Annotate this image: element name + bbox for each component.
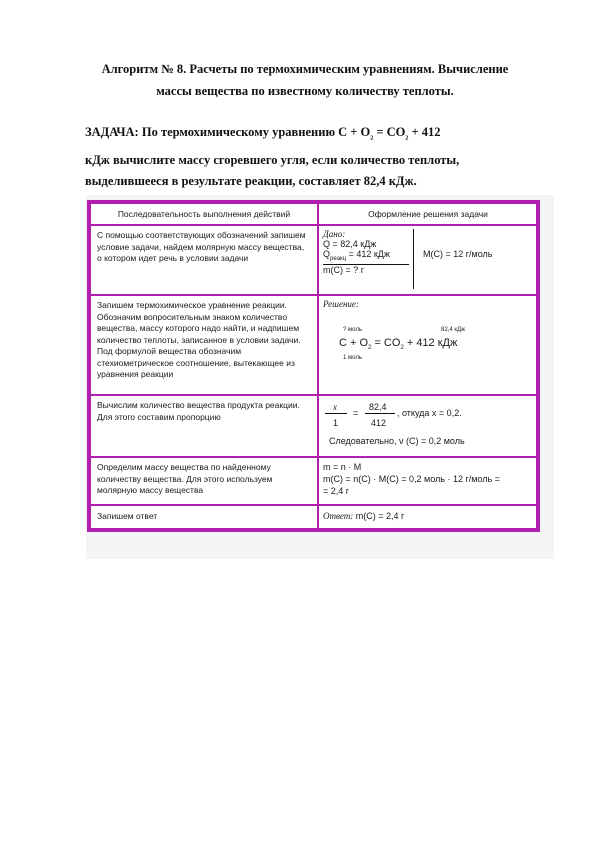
- frac2-top: 82,4: [369, 402, 387, 412]
- step-text: С помощью соответствующих обозначений запишем условие задачи, найдем молярную массу вещества, о котором идет речь в условии задачи: [97, 230, 306, 263]
- formula-result: = 2,4 г: [323, 486, 350, 496]
- amount-conclusion: Следовательно, ν (C) = 0,2 моль: [329, 436, 465, 446]
- step-text: Запишем термохимическое уравнение реакции. Обозначим вопросительным знаком количество вещества, массу которого надо найти, и надпишем количество теплоты, записанное в условии задачи. Под формулой вещества обозначим стехиометрическое соотношение, вытекающее из уравнения реакции: [97, 300, 301, 379]
- proportion-result: , откуда x = 0,2.: [397, 408, 462, 418]
- title-line-1: Алгоритм № 8. Расчеты по термохимическим уравнениям. Вычисление: [101, 62, 509, 76]
- amount-above-c: ? моль: [343, 327, 362, 333]
- task-line-3: выделившееся в результате реакции, составляет 82,4 кДж.: [85, 173, 417, 188]
- step-text: Вычислим количество вещества продукта реакции. Для этого составим пропорцию: [97, 400, 300, 422]
- header-left: Последовательность выполнения действий: [117, 209, 291, 219]
- page-title: [70, 58, 540, 102]
- frac2-bottom: 412: [371, 418, 387, 428]
- molar-mass: M(C) = 12 г/моль: [423, 249, 493, 259]
- table-row: [91, 296, 536, 396]
- thermo-equation: $C + O_2 = CO_2 + 412$ кДж: [339, 337, 458, 352]
- frac2-line: [365, 413, 395, 414]
- table-row: [91, 396, 536, 458]
- answer-block: [323, 511, 533, 521]
- frac1-line: [325, 413, 347, 414]
- step-text: Запишем ответ: [97, 511, 158, 521]
- table-row: [91, 506, 536, 530]
- mass-calculation: [323, 461, 533, 497]
- solution-table: [87, 200, 540, 532]
- given-q: Q = 82,4 кДж: [323, 239, 377, 249]
- task-statement: [85, 122, 540, 192]
- title-line-2: массы вещества по известному количеству теплоты.: [156, 84, 454, 98]
- given-label: Дано:: [323, 229, 346, 239]
- heat-above: 82,4 кДж: [441, 327, 466, 333]
- formula-mass: m = n · M: [323, 462, 362, 472]
- formula-substitution: m(C) = n(C) · M(C) = 0,2 моль · 12 г/моль =: [323, 474, 500, 484]
- table-header-row: [91, 204, 536, 226]
- proportion-block: [323, 400, 533, 456]
- solution-block: [323, 299, 533, 391]
- task-line-2: кДж вычислите массу сгоревшего угля, если количество теплоты,: [85, 152, 460, 167]
- task-line-1: ЗАДАЧА: По термохимическому уравнению $С + О_2 = СО_2 + 412$: [85, 125, 441, 142]
- amount-below-c: 1 моль: [343, 355, 362, 361]
- given-divider: [413, 229, 414, 289]
- header-right: Оформление решения задачи: [368, 209, 488, 219]
- answer-label: Ответ:: [323, 511, 354, 521]
- frac1-top: x: [333, 402, 337, 412]
- equals-sign: =: [353, 408, 359, 418]
- table-row: [91, 458, 536, 506]
- table-row: [91, 226, 536, 296]
- given-q-reaction: $Q_{реакц} = 412$ кДж: [323, 249, 390, 262]
- step-text: Определим массу вещества по найденному количеству вещества. Для этого используем молярную массу вещества: [97, 462, 273, 495]
- given-block: [323, 229, 533, 275]
- frac1-bottom: 1: [333, 418, 339, 428]
- answer-value: m(C) = 2,4 г: [353, 511, 405, 521]
- given-find: m(C) = ? г: [323, 264, 409, 275]
- solution-label: Решение:: [323, 299, 359, 309]
